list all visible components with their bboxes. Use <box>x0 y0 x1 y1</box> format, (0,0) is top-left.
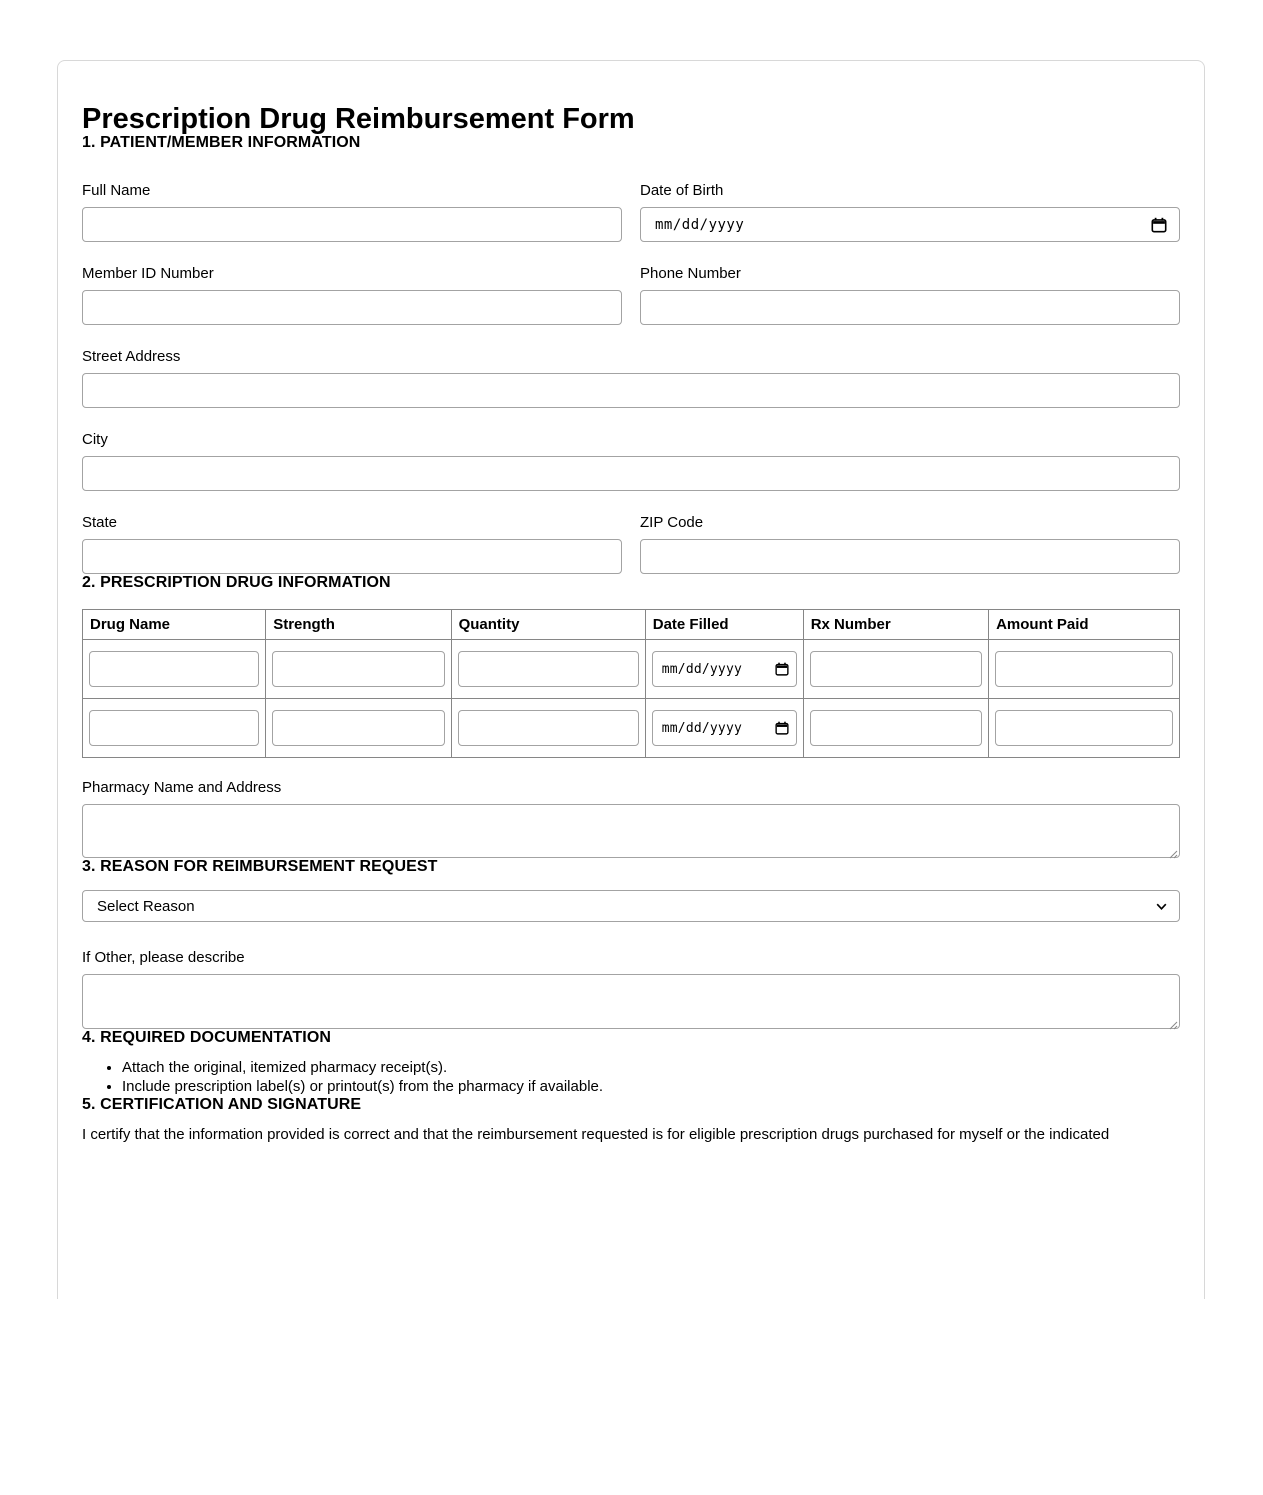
city-input[interactable] <box>82 456 1180 491</box>
pharmacy-label: Pharmacy Name and Address <box>82 779 282 796</box>
rx-number-input-1[interactable] <box>810 651 982 687</box>
chevron-down-icon <box>1156 898 1167 915</box>
field-city <box>82 431 1180 491</box>
dob-date-placeholder: mm/dd/yyyy <box>655 216 745 233</box>
section-heading-documentation: 4. REQUIRED DOCUMENTATION <box>82 1029 332 1046</box>
calendar-icon[interactable] <box>775 721 789 735</box>
date-filled-input-1[interactable] <box>652 651 797 687</box>
street-label: Street Address <box>82 348 181 365</box>
reason-select[interactable] <box>82 890 1180 922</box>
documentation-item: • Include prescription label(s) or printout(s) from the pharmacy if available. <box>122 1077 1180 1096</box>
section-heading-drug-info: 2. PRESCRIPTION DRUG INFORMATION <box>82 574 391 591</box>
state-label: State <box>82 514 118 531</box>
full-name-label: Full Name <box>82 182 151 199</box>
patient-info-grid <box>82 182 1180 574</box>
date-filled-placeholder-1: mm/dd/yyyy <box>661 661 743 677</box>
field-member-id <box>82 265 622 325</box>
documentation-item: • Attach the original, itemized pharmacy receipt(s). <box>122 1058 1180 1077</box>
section-heading-reason: 3. REASON FOR REIMBURSEMENT REQUEST <box>82 858 438 875</box>
drug-name-input-1[interactable] <box>89 651 259 687</box>
other-reason-textarea-wrap <box>82 974 1180 1029</box>
full-name-input[interactable] <box>82 207 622 242</box>
dob-date-input[interactable] <box>640 207 1180 242</box>
other-reason-textarea[interactable] <box>82 974 1180 1029</box>
documentation-list <box>82 1058 1180 1096</box>
date-filled-placeholder-2: mm/dd/yyyy <box>661 720 743 736</box>
field-full-name <box>82 182 622 242</box>
pharmacy-textarea[interactable] <box>82 804 1180 858</box>
drug-table <box>82 609 1180 758</box>
strength-input-1[interactable] <box>272 651 444 687</box>
dob-label: Date of Birth <box>640 182 724 199</box>
street-input[interactable] <box>82 373 1180 408</box>
rx-number-input-2[interactable] <box>810 710 982 746</box>
state-input[interactable] <box>82 539 622 574</box>
col-header-drug-name: Drug Name <box>83 610 266 640</box>
phone-label: Phone Number <box>640 265 741 282</box>
calendar-icon[interactable] <box>775 662 789 676</box>
quantity-input-1[interactable] <box>458 651 639 687</box>
calendar-icon[interactable] <box>1151 217 1167 233</box>
field-dob <box>640 182 1180 242</box>
form-card <box>57 60 1205 1299</box>
field-zip <box>640 514 1180 574</box>
section-heading-patient-info: 1. PATIENT/MEMBER INFORMATION <box>82 134 361 151</box>
field-state <box>82 514 622 574</box>
date-filled-input-2[interactable] <box>652 710 797 746</box>
drug-name-input-2[interactable] <box>89 710 259 746</box>
strength-input-2[interactable] <box>272 710 444 746</box>
pharmacy-textarea-wrap <box>82 804 1180 858</box>
page-title: Prescription Drug Reimbursement Form <box>82 103 635 135</box>
amount-paid-input-2[interactable] <box>995 710 1173 746</box>
member-id-input[interactable] <box>82 290 622 325</box>
other-reason-label: If Other, please describe <box>82 949 245 966</box>
drug-table-header-row <box>83 610 1180 640</box>
col-header-quantity: Quantity <box>451 610 645 640</box>
col-header-rx-number: Rx Number <box>803 610 988 640</box>
certification-text: I certify that the information provided is correct and that the reimbursement requested is for eligible prescription drugs purchased for myself or the indicated <box>82 1126 1110 1143</box>
phone-input[interactable] <box>640 290 1180 325</box>
col-header-amount-paid: Amount Paid <box>989 610 1180 640</box>
drug-table-row-1 <box>83 640 1180 699</box>
section-heading-certification: 5. CERTIFICATION AND SIGNATURE <box>82 1096 362 1113</box>
city-label: City <box>82 431 108 448</box>
amount-paid-input-1[interactable] <box>995 651 1173 687</box>
quantity-input-2[interactable] <box>458 710 639 746</box>
zip-label: ZIP Code <box>640 514 704 531</box>
field-phone <box>640 265 1180 325</box>
resize-handle-icon[interactable] <box>1168 846 1178 856</box>
member-id-label: Member ID Number <box>82 265 214 282</box>
zip-input[interactable] <box>640 539 1180 574</box>
resize-handle-icon[interactable] <box>1168 1017 1178 1027</box>
reason-select-value: Select Reason <box>97 897 195 915</box>
col-header-date-filled: Date Filled <box>645 610 803 640</box>
drug-table-row-2 <box>83 699 1180 758</box>
col-header-strength: Strength <box>266 610 451 640</box>
field-street <box>82 348 1180 408</box>
